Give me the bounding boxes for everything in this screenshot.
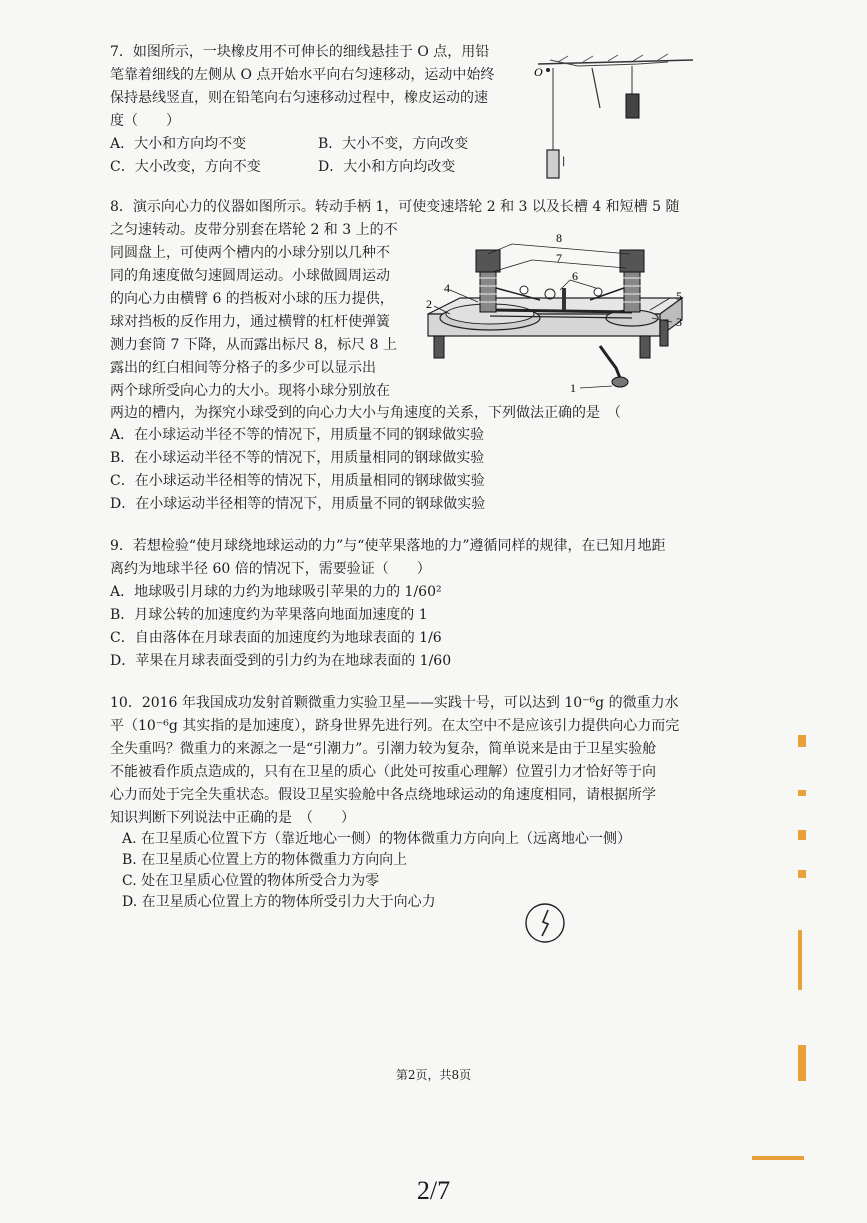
question-9-option-a[interactable]: A．地球吸引月球的力约为地球吸引苹果的力的 1/60² — [110, 584, 442, 600]
question-7-figure — [528, 50, 700, 190]
question-8-option-d[interactable]: D．在小球运动半径相等的情况下，用质量不同的钢球做实验 — [110, 496, 486, 512]
question-7-line-4: 度（ ） — [110, 113, 180, 129]
edge-mark — [798, 830, 806, 840]
label-5: 5 — [676, 289, 682, 303]
question-8-option-c[interactable]: C．在小球运动半径相等的情况下，用质量相同的钢球做实验 — [110, 473, 485, 489]
question-10-line-2: 平（10⁻⁶g 其实指的是加速度），跻身世界先进行列。在太空中不是应该引力提供向心力而完 — [110, 718, 680, 734]
question-9-line-2: 离约为地球半径 60 倍的情况下，需要验证（ ） — [110, 561, 431, 577]
question-7-option-b[interactable]: B．大小不变，方向改变 — [318, 136, 469, 152]
label-8: 8 — [556, 231, 562, 245]
eraser-shape — [547, 150, 559, 178]
label-3: 3 — [676, 315, 682, 329]
svg-text:|: | — [562, 156, 566, 167]
question-7-option-c[interactable]: C．大小改变，方向不变 — [110, 159, 261, 175]
question-10-line-1: 10．2016 年我国成功发射首颗微重力实验卫星——实践十号，可以达到 10⁻⁶g 的微重力水 — [110, 695, 679, 711]
question-8-line-3: 同圆盘上，可使两个槽内的小球分别以几种不 — [110, 245, 390, 261]
edge-mark — [798, 735, 806, 747]
question-10-line-6: 知识判断下列说法中正确的是 （ ） — [110, 810, 355, 826]
question-8-line-6: 球对挡板的反作用力，通过横臂的杠杆使弹簧 — [110, 314, 390, 330]
question-7-line-3: 保持悬线竖直，则在铅笔向右匀速移动过程中，橡皮运动的速 — [110, 90, 488, 106]
edge-mark — [798, 870, 806, 878]
question-8-option-b[interactable]: B．在小球运动半径不等的情况下，用质量相同的钢球做实验 — [110, 450, 485, 466]
question-10-line-5: 心力而处于完全失重状态。假设卫星实验舱中各点绕地球运动的角速度相同，请根据所学 — [110, 787, 656, 803]
question-10-line-3: 全失重吗？微重力的来源之一是“引潮力”。引潮力较为复杂，简单说来是由于卫星实验舱 — [110, 741, 657, 757]
question-10-option-b[interactable]: B. 在卫星质心位置上方的物体微重力方向向上 — [122, 852, 408, 868]
edge-mark — [798, 790, 806, 796]
label-2: 2 — [426, 297, 432, 311]
page-number-large: 2/7 — [416, 1176, 451, 1205]
question-7-line-1: 7．如图所示，一块橡皮用不可伸长的细线悬挂于 O 点，用铅 — [110, 44, 490, 60]
question-9-option-d[interactable]: D．苹果在月球表面受到的引力约为在地球表面的 1/60 — [110, 653, 452, 669]
edge-mark — [798, 930, 802, 990]
question-8-line-8: 露出的红白相间等分格子的多少可以显示出 — [110, 360, 376, 376]
question-8-line-5: 的向心力由横臂 6 的挡板对小球的压力提供， — [110, 291, 394, 307]
question-8-line-4: 同的角速度做匀速圆周运动。小球做圆周运动 — [110, 268, 390, 284]
eraser-shape-2 — [626, 94, 639, 118]
handwritten-circle-mark — [522, 900, 568, 946]
question-7-option-a[interactable]: A．大小和方向均不变 — [110, 136, 247, 152]
page-number-small: 第2页，共8页 — [395, 1068, 472, 1082]
label-1: 1 — [570, 381, 576, 395]
centripetal-apparatus-figure — [420, 228, 700, 400]
question-9-line-1: 9．若想检验“使月球绕地球运动的力”与“使苹果落地的力”遵循同样的规律，在已知月地距 — [110, 538, 666, 554]
label-7: 7 — [556, 251, 562, 265]
question-7-line-2: 笔靠着细线的左侧从 O 点开始水平向右匀速移动，运动中始终 — [110, 67, 495, 83]
question-8-line-7: 测力套筒 7 下降，从而露出标尺 8，标尺 8 上 — [110, 337, 397, 353]
point-o-label: O — [534, 65, 543, 79]
question-8-line-10: 两边的槽内，为探究小球受到的向心力大小与角速度的关系，下列做法正确的是 （ — [110, 405, 621, 421]
question-10-option-d[interactable]: D. 在卫星质心位置上方的物体所受引力大于向心力 — [122, 894, 436, 910]
question-8-line-2: 之匀速转动。皮带分别套在塔轮 2 和 3 上的不 — [110, 222, 398, 238]
question-9-option-b[interactable]: B．月球公转的加速度约为苹果落向地面加速度的 1 — [110, 607, 428, 623]
question-9-option-c[interactable]: C．自由落体在月球表面的加速度约为地球表面的 1/6 — [110, 630, 442, 646]
question-8-line-1: 8．演示向心力的仪器如图所示。转动手柄 1，可使变速塔轮 2 和 3 以及长槽 4 和短槽 5 随 — [110, 199, 680, 215]
question-10-option-a[interactable]: A. 在卫星质心位置下方（靠近地心一侧）的物体微重力方向向上（远离地心一侧） — [122, 831, 632, 847]
label-4: 4 — [444, 281, 450, 295]
label-6: 6 — [572, 269, 578, 283]
edge-mark — [752, 1156, 804, 1160]
question-8-option-a[interactable]: A．在小球运动半径不等的情况下，用质量不同的钢球做实验 — [110, 427, 485, 443]
question-10-line-4: 不能被看作质点造成的，只有在卫星的质心（此处可按重心理解）位置引力才恰好等于向 — [110, 764, 656, 780]
question-7-option-d[interactable]: D．大小和方向均改变 — [318, 159, 456, 175]
question-10-option-c[interactable]: C. 处在卫星质心位置的物体所受合力为零 — [122, 873, 380, 889]
question-8-line-9: 两个球所受向心力的大小。现将小球分别放在 — [110, 383, 390, 399]
